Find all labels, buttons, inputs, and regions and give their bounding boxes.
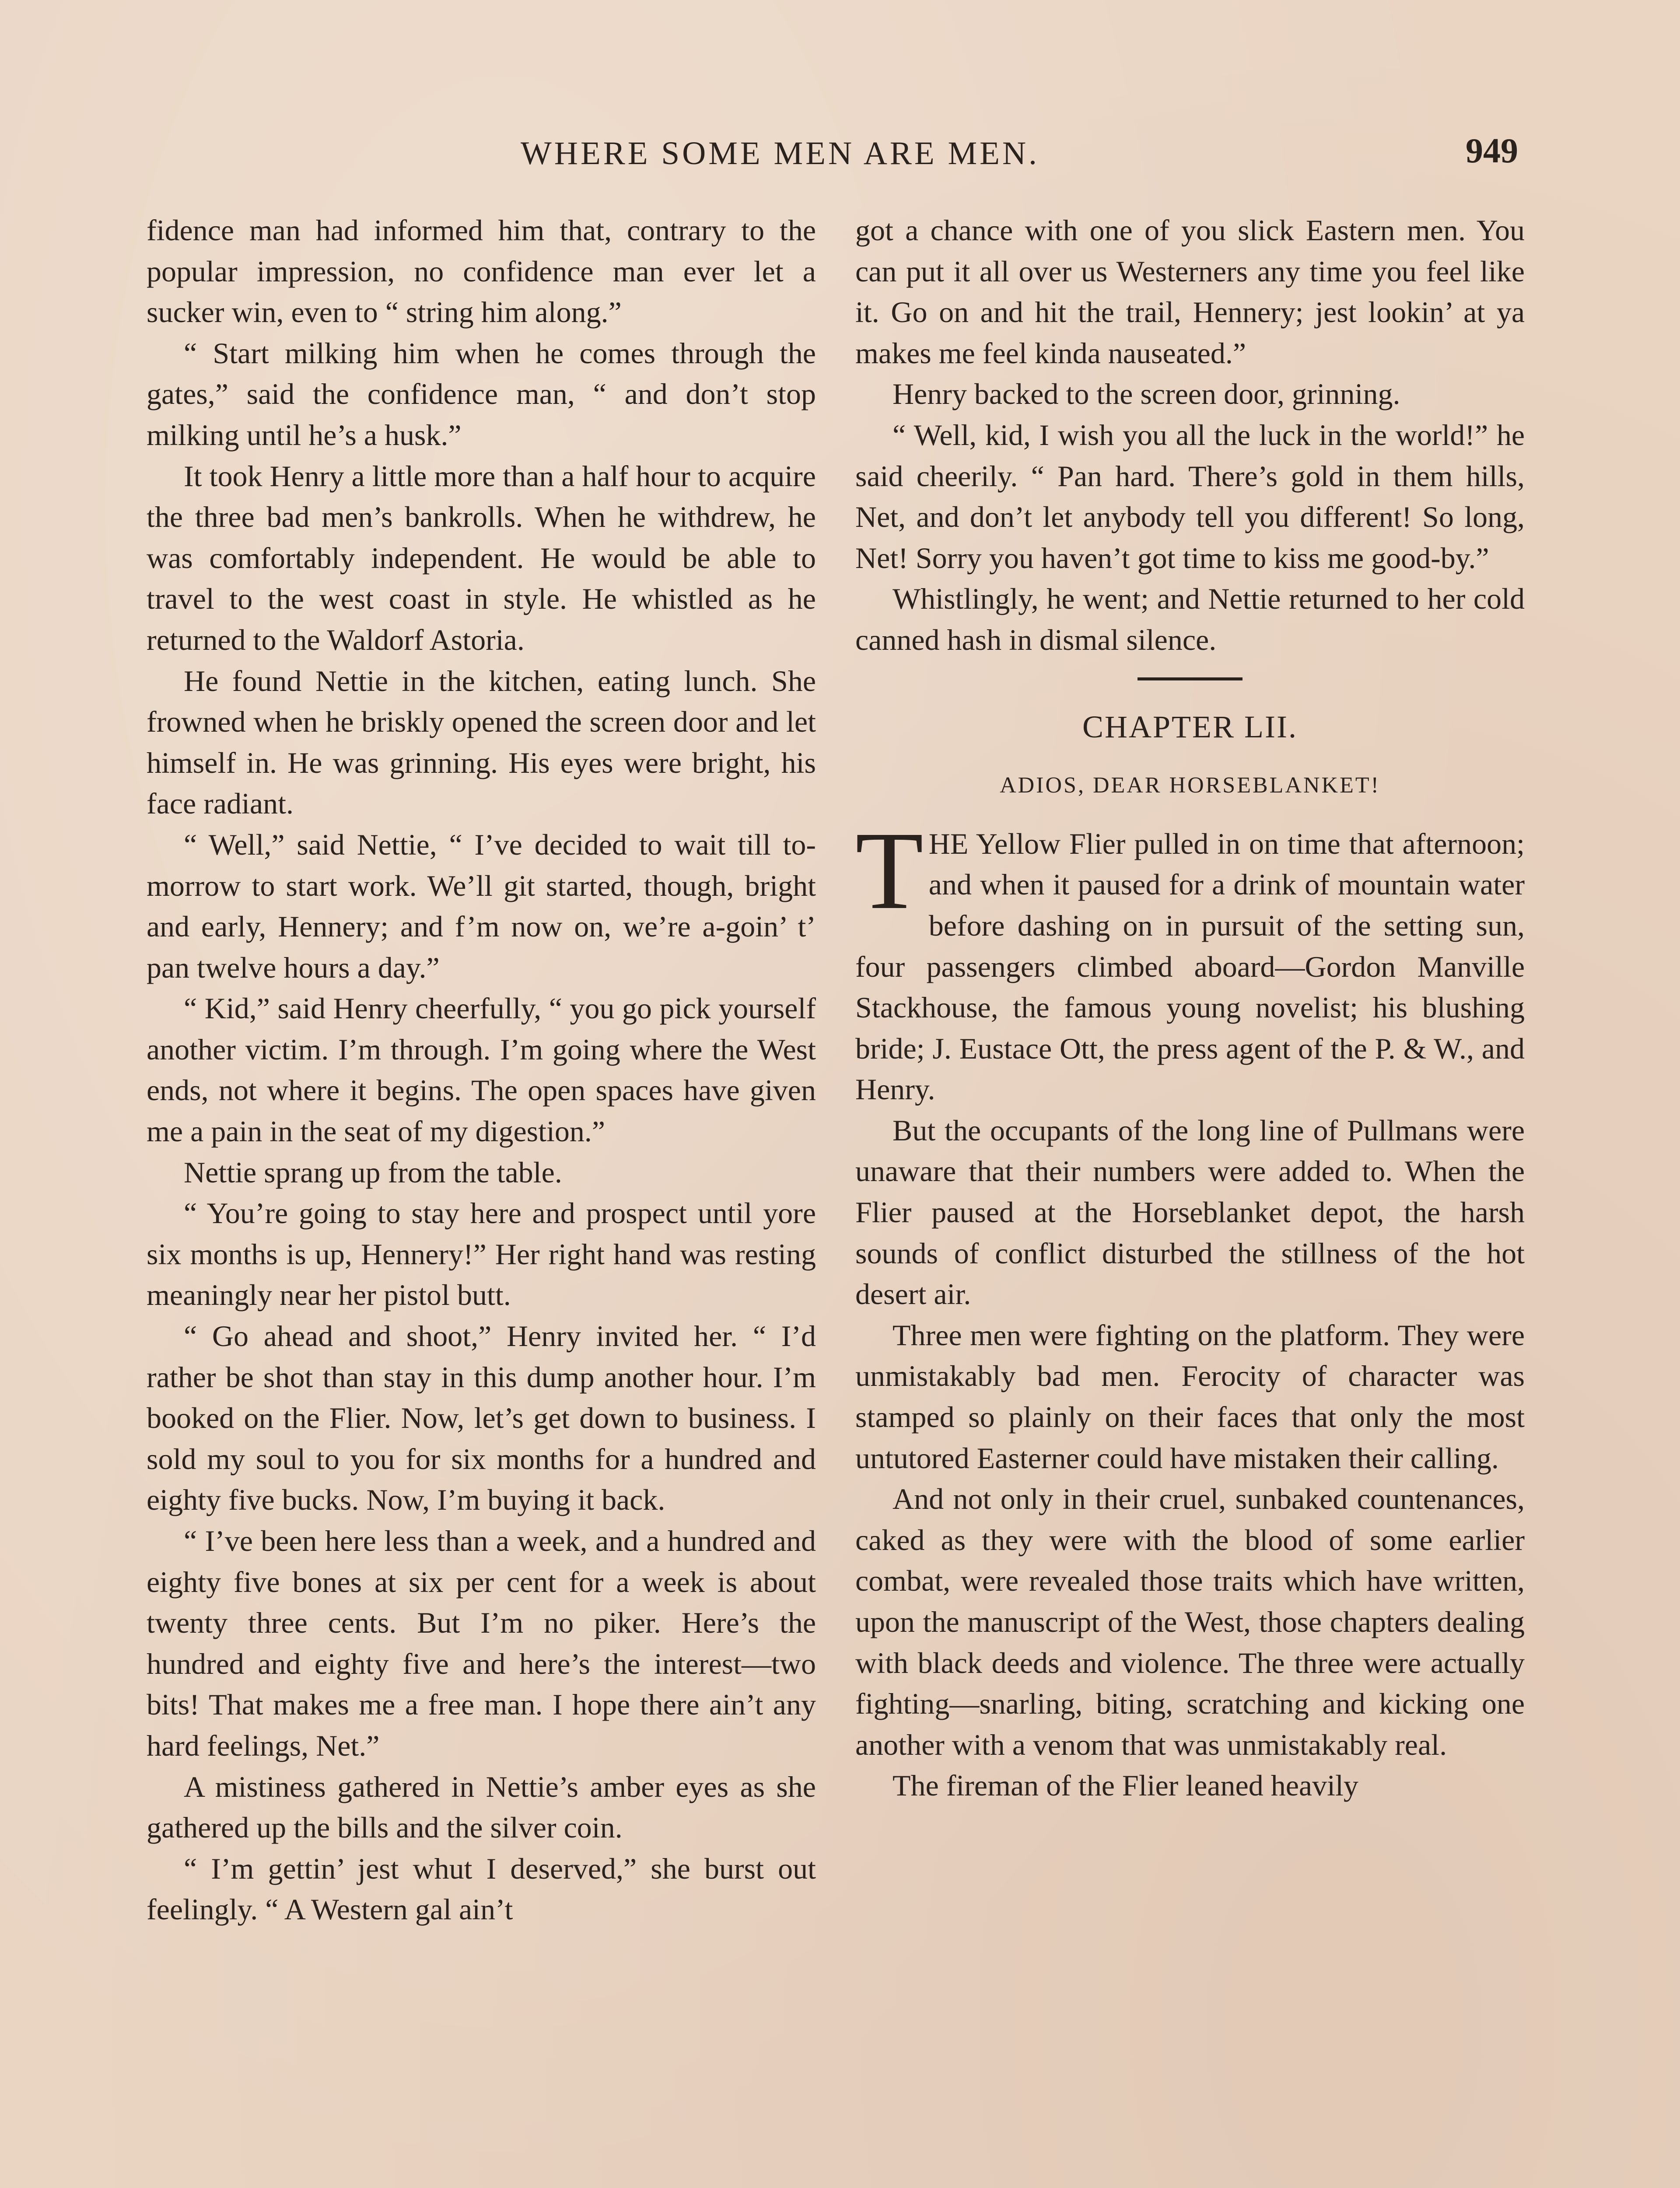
running-title: WHERE SOME MEN ARE MEN. xyxy=(521,135,1040,172)
paragraph: The fireman of the Flier leaned heavily xyxy=(892,1769,1358,1802)
paragraph: “ Start milking him when he comes through the gates,” said the confidence man, “ and don’t stop milking until he’s a husk.” xyxy=(147,336,816,452)
opening-text: HE Yellow Flier pulled in on time that afternoon; and when it paused for a drink of mountain water before dashing on in pursuit of the setting sun, four passengers climbed aboard—Gordon Manville Stackhouse, the famous young novelist; his blushing bride; J. Eustace Ott, the press agent of the P. & W., and Henry. xyxy=(855,827,1525,1106)
left-column xyxy=(147,210,816,1930)
paragraph: got a chance with one of you slick Eastern men. You can put it all over us Westerners any time you feel like it. Go on and hit the trail, Hennery; jest lookin’ at ya makes me feel kinda nauseated.” xyxy=(855,214,1525,370)
chapter-opening-paragraph xyxy=(855,809,1525,1110)
paragraph: “ You’re going to stay here and prospect until yore six months is up, Hennery!” Her right hand was resting meaningly near her pistol butt. xyxy=(147,1196,816,1312)
drop-cap: T xyxy=(855,809,924,933)
paragraph: A mistiness gathered in Nettie’s amber eyes as she gathered up the bills and the silver coin. xyxy=(147,1770,816,1844)
paragraph: Nettie sprang up from the table. xyxy=(184,1155,562,1189)
paragraph: “ Well, kid, I wish you all the luck in the world!” he said cheerily. “ Pan hard. There’s gold in them hills, Net, and don’t let anybody tell you different! So long, Net! Sorry you haven’t got time to kiss me good-by.” xyxy=(855,418,1525,575)
paragraph: “ Well,” said Nettie, “ I’ve decided to wait till to-morrow to start work. We’ll git started, though, bright and early, Hennery; and f’m now on, we’re a-goin’ t’ pan twelve hours a day.” xyxy=(147,828,816,984)
chapter-title: CHAPTER LII. xyxy=(1082,709,1298,744)
page-header xyxy=(0,127,1680,179)
paragraph: It took Henry a little more than a half hour to acquire the three bad men’s bankrolls. When he withdrew, he was comfortably independent. He would be able to travel to the west coast in style. He whistled as he returned to the Waldorf Astoria. xyxy=(147,459,816,656)
paragraph: “ Go ahead and shoot,” Henry invited her. “ I’d rather be shot than stay in this dump another hour. I’m booked on the Flier. Now, let’s get down to business. I sold my soul to you for six months for a hundred and eighty five bucks. Now, I’m buying it back. xyxy=(147,1319,816,1517)
paragraph: “ I’m gettin’ jest whut I deserved,” she burst out feelingly. “ A Western gal ain’t xyxy=(147,1851,816,1926)
paragraph: Three men were fighting on the platform. They were unmistakably bad men. Ferocity of character was stamped so plainly on their faces that only the most untutored Easterner could have mistaken their calling. xyxy=(855,1318,1525,1475)
paragraph: “ Kid,” said Henry cheerfully, “ you go pick yourself another victim. I’m through. I’m going where the West ends, not where it begins. The open spaces have given me a pain in the seat of my digestion.” xyxy=(147,992,816,1148)
paragraph: “ I’ve been here less than a week, and a hundred and eighty five bones at six per cent for a week is about twenty three cents. But I’m no piker. Here’s the hundred and eighty five and here’s the interest—two bits! That makes me a free man. I hope there ain’t any hard feelings, Net.” xyxy=(147,1524,816,1762)
paragraph: But the occupants of the long line of Pullmans were unaware that their numbers were added to. When the Flier paused at the Horseblanket depot, the harsh sounds of conflict disturbed the stillness of the hot desert air. xyxy=(855,1113,1525,1311)
right-column xyxy=(855,210,1525,1806)
paragraph: And not only in their cruel, sunbaked countenances, caked as they were with the blood of some earlier combat, were revealed those traits which have written, upon the manuscript of the West, those chapters dealing with black deeds and violence. The three were actually fighting—snarling, biting, scratching and kicking one another with a venom that was unmistakably real. xyxy=(855,1482,1525,1761)
paragraph: Whistlingly, he went; and Nettie returned to her cold canned hash in dismal silence. xyxy=(855,582,1525,656)
paragraph: Henry backed to the screen door, grinning. xyxy=(892,377,1400,411)
section-divider xyxy=(1138,677,1242,680)
chapter-subtitle: ADIOS, DEAR HORSEBLANKET! xyxy=(1000,773,1380,798)
paragraph: He found Nettie in the kitchen, eating lunch. She frowned when he briskly opened the screen door and let himself in. He was grinning. His eyes were bright, his face radiant. xyxy=(147,664,816,820)
paragraph: fidence man had informed him that, contrary to the popular impression, no confidence man ever let a sucker win, even to “ string him along.” xyxy=(147,214,816,329)
page-number: 949 xyxy=(1466,132,1518,170)
